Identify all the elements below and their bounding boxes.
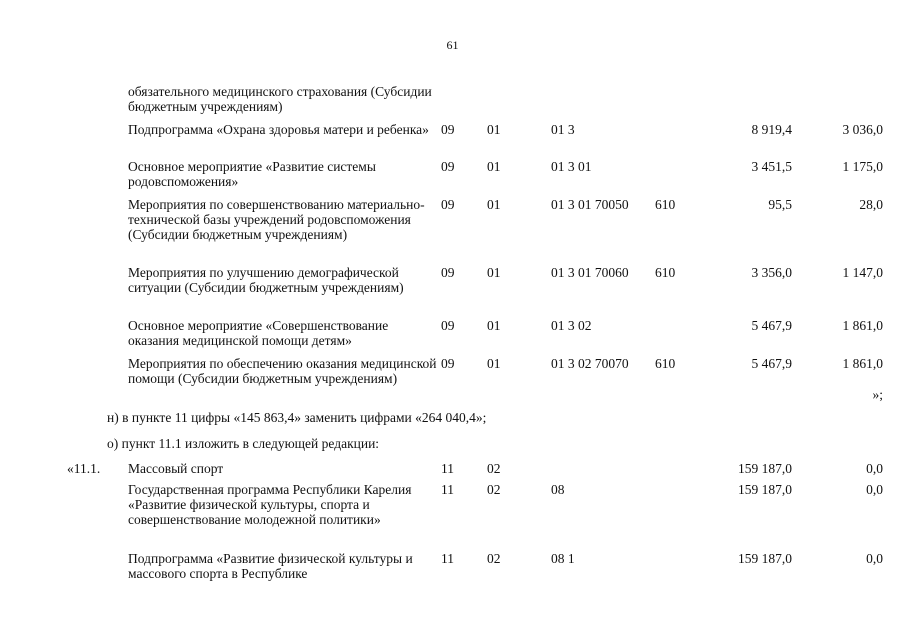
row-razdel: 11 bbox=[441, 482, 454, 497]
row-name: Мероприятия по обеспечению оказания медицинской помощи (Субсидии бюджетным учреждениям) bbox=[128, 356, 437, 386]
row-razdel: 09 bbox=[441, 159, 455, 174]
row-name: Подпрограмма «Охрана здоровья матери и ребенка» bbox=[128, 122, 429, 137]
page-number: 61 bbox=[446, 38, 459, 52]
row-sum-2: 1 147,0 bbox=[842, 265, 883, 280]
row-target-code: 01 3 02 70070 bbox=[551, 356, 629, 371]
row-name: Массовый спорт bbox=[128, 461, 224, 476]
row-name: обязательного медицинского страхования (Субсидии бюджетным учреждениям) bbox=[128, 84, 432, 114]
row-target-code: 01 3 01 70050 bbox=[551, 197, 629, 212]
row-podrazdel: 02 bbox=[487, 551, 501, 566]
amendment-paragraph-o: о) пункт 11.1 изложить в следующей редакции: bbox=[107, 436, 380, 451]
row-razdel: 09 bbox=[441, 318, 455, 333]
row-expense-type: 610 bbox=[655, 356, 676, 371]
row-sum-2: 1 861,0 bbox=[842, 356, 883, 371]
row-name: Основное мероприятие «Совершенствование оказания медицинской помощи детям» bbox=[128, 318, 389, 348]
row-name: Подпрограмма «Развитие физической культуры и массового спорта в Республике bbox=[128, 551, 413, 581]
row-name: Мероприятия по улучшению демографической ситуации (Субсидии бюджетным учреждениям) bbox=[128, 265, 404, 295]
row-podrazdel: 01 bbox=[487, 265, 501, 280]
closing-quote-mark: »; bbox=[872, 387, 883, 402]
row-sum-1: 159 187,0 bbox=[738, 461, 792, 476]
row-sum-2: 1 861,0 bbox=[842, 318, 883, 333]
row-sum-1: 3 356,0 bbox=[751, 265, 792, 280]
row-name: Государственная программа Республики Карелия «Развитие физической культуры, спорта и совершенствование молодежной политики» bbox=[128, 482, 412, 527]
row-sum-2: 28,0 bbox=[859, 197, 883, 212]
row-podrazdel: 02 bbox=[487, 461, 501, 476]
row-sum-1: 95,5 bbox=[768, 197, 792, 212]
row-podrazdel: 01 bbox=[487, 318, 501, 333]
row-sum-1: 159 187,0 bbox=[738, 482, 792, 497]
row-sum-2: 1 175,0 bbox=[842, 159, 883, 174]
row-item-number: «11.1. bbox=[67, 461, 101, 476]
row-razdel: 09 bbox=[441, 197, 455, 212]
row-razdel: 11 bbox=[441, 461, 454, 476]
row-target-code: 01 3 bbox=[551, 122, 575, 137]
row-podrazdel: 01 bbox=[487, 356, 501, 371]
row-sum-2: 0,0 bbox=[866, 482, 883, 497]
row-podrazdel: 01 bbox=[487, 159, 501, 174]
row-podrazdel: 01 bbox=[487, 197, 501, 212]
row-target-code: 01 3 02 bbox=[551, 318, 592, 333]
row-target-code: 01 3 01 70060 bbox=[551, 265, 629, 280]
row-target-code: 08 bbox=[551, 482, 565, 497]
row-name: Мероприятия по совершенствованию материально-технической базы учреждений родовспоможения (Субсидии бюджетным учреждениям) bbox=[128, 197, 425, 242]
row-target-code: 01 3 01 bbox=[551, 159, 592, 174]
row-razdel: 09 bbox=[441, 356, 455, 371]
row-sum-2: 0,0 bbox=[866, 551, 883, 566]
row-target-code: 08 1 bbox=[551, 551, 575, 566]
row-sum-1: 3 451,5 bbox=[751, 159, 792, 174]
row-razdel: 09 bbox=[441, 265, 455, 280]
amendment-paragraph-n: н) в пункте 11 цифры «145 863,4» заменить цифрами «264 040,4»; bbox=[107, 410, 487, 425]
row-podrazdel: 02 bbox=[487, 482, 501, 497]
row-razdel: 09 bbox=[441, 122, 455, 137]
row-sum-1: 5 467,9 bbox=[751, 318, 792, 333]
row-sum-2: 3 036,0 bbox=[842, 122, 883, 137]
row-razdel: 11 bbox=[441, 551, 454, 566]
row-sum-2: 0,0 bbox=[866, 461, 883, 476]
row-podrazdel: 01 bbox=[487, 122, 501, 137]
row-expense-type: 610 bbox=[655, 265, 676, 280]
row-name: Основное мероприятие «Развитие системы родовспоможения» bbox=[128, 159, 376, 189]
row-sum-1: 159 187,0 bbox=[738, 551, 792, 566]
row-sum-1: 5 467,9 bbox=[751, 356, 792, 371]
row-expense-type: 610 bbox=[655, 197, 676, 212]
row-sum-1: 8 919,4 bbox=[751, 122, 792, 137]
